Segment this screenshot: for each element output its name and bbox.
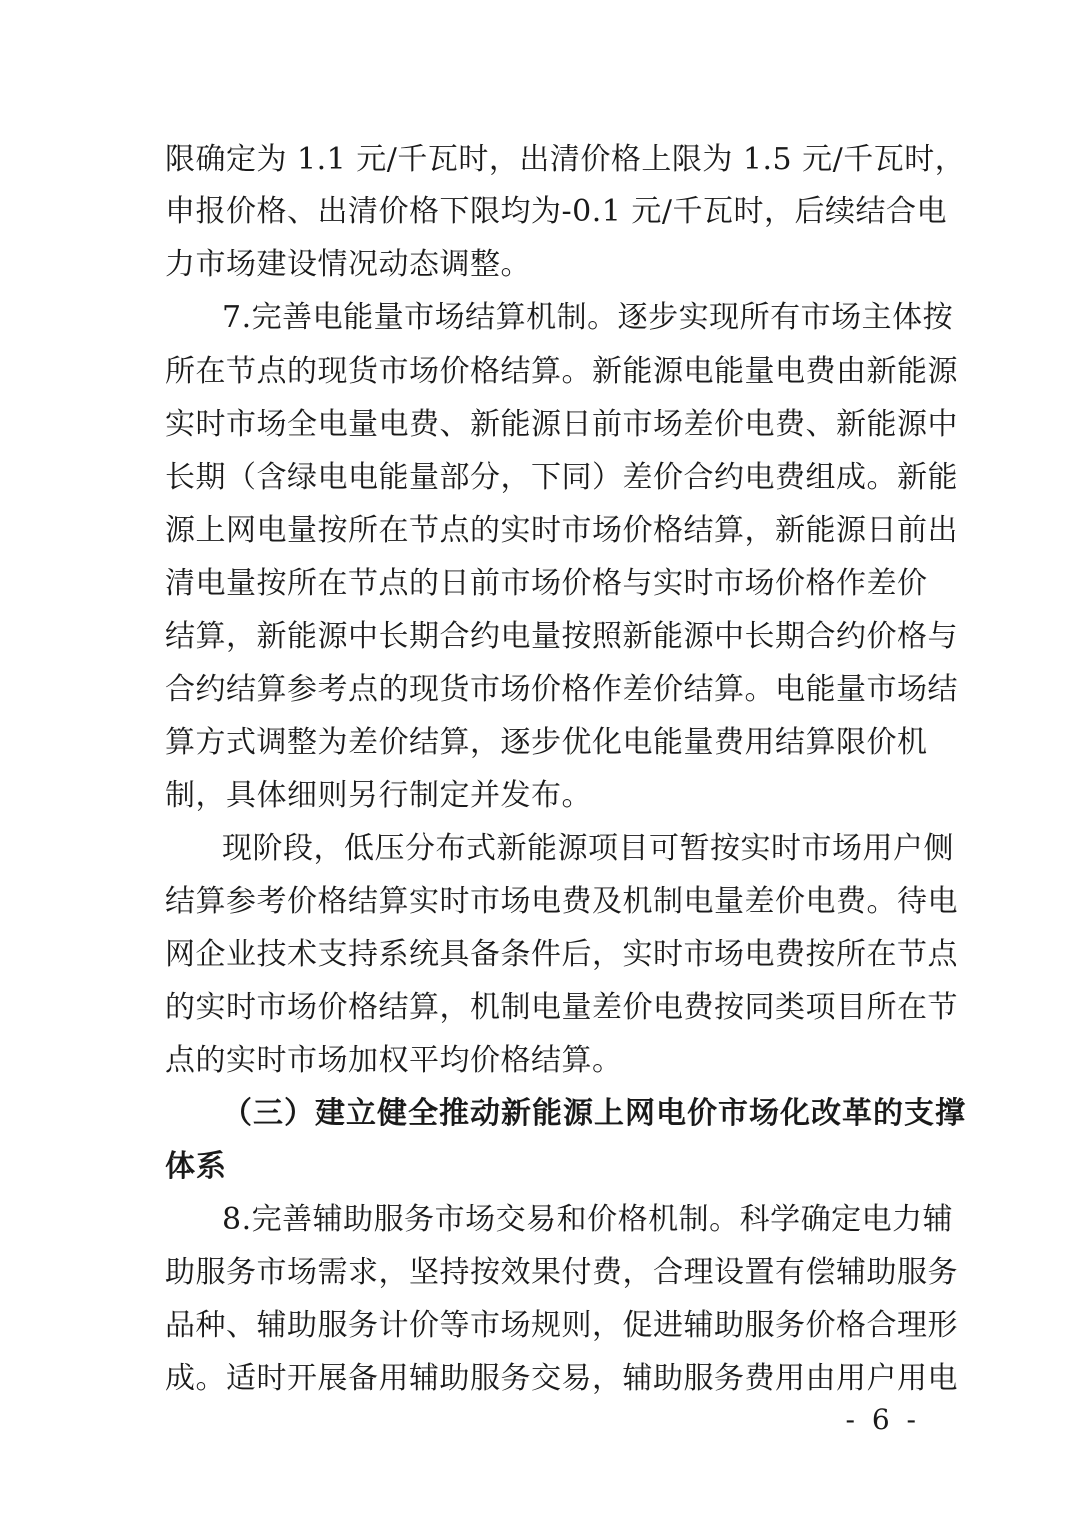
- text-line: 长期（含绿电电能量部分，下同）差价合约电费组成。新能: [165, 460, 958, 495]
- text-line: 成。适时开展备用辅助服务交易，辅助服务费用由用户用电: [165, 1361, 958, 1396]
- text-line: 源上网电量按所在节点的实时市场价格结算，新能源日前出: [165, 513, 958, 548]
- text-line: 所在节点的现货市场价格结算。新能源电能量电费由新能源: [165, 354, 958, 389]
- section-heading: 体系: [165, 1149, 227, 1184]
- text-line: 7.完善电能量市场结算机制。逐步实现所有市场主体按: [222, 300, 954, 335]
- text-line: 的实时市场价格结算，机制电量差价电费按同类项目所在节: [165, 990, 958, 1025]
- text-line: 清电量按所在节点的日前市场价格与实时市场价格作差价: [165, 566, 928, 601]
- text-line: 申报价格、出清价格下限均为-0.1 元/千瓦时，后续结合电: [165, 194, 947, 229]
- text-line: 品种、辅助服务计价等市场规则，促进辅助服务价格合理形: [165, 1308, 958, 1343]
- text-line: 结算参考价格结算实时市场电费及机制电量差价电费。待电: [165, 884, 958, 919]
- text-line: 限确定为 1.1 元/千瓦时，出清价格上限为 1.5 元/千瓦时，: [165, 142, 966, 177]
- text-line: 现阶段，低压分布式新能源项目可暂按实时市场用户侧: [222, 831, 954, 866]
- text-line: 实时市场全电量电费、新能源日前市场差价电费、新能源中: [165, 407, 958, 442]
- text-line: 点的实时市场加权平均价格结算。: [165, 1043, 623, 1078]
- page-number: - 6 -: [845, 1403, 920, 1436]
- text-line: 网企业技术支持系统具备条件后，实时市场电费按所在节点: [165, 937, 958, 972]
- text-line: 合约结算参考点的现货市场价格作差价结算。电能量市场结: [165, 672, 958, 707]
- text-line: 助服务市场需求，坚持按效果付费，合理设置有偿辅助服务: [165, 1255, 958, 1290]
- text-line: 力市场建设情况动态调整。: [165, 247, 531, 282]
- section-heading: （三）建立健全推动新能源上网电价市场化改革的支撑: [222, 1096, 966, 1131]
- text-line: 8.完善辅助服务市场交易和价格机制。科学确定电力辅: [222, 1202, 954, 1237]
- text-line: 算方式调整为差价结算，逐步优化电能量费用结算限价机: [165, 725, 928, 760]
- text-line: 结算，新能源中长期合约电量按照新能源中长期合约价格与: [165, 619, 958, 654]
- text-line: 制，具体细则另行制定并发布。: [165, 778, 592, 813]
